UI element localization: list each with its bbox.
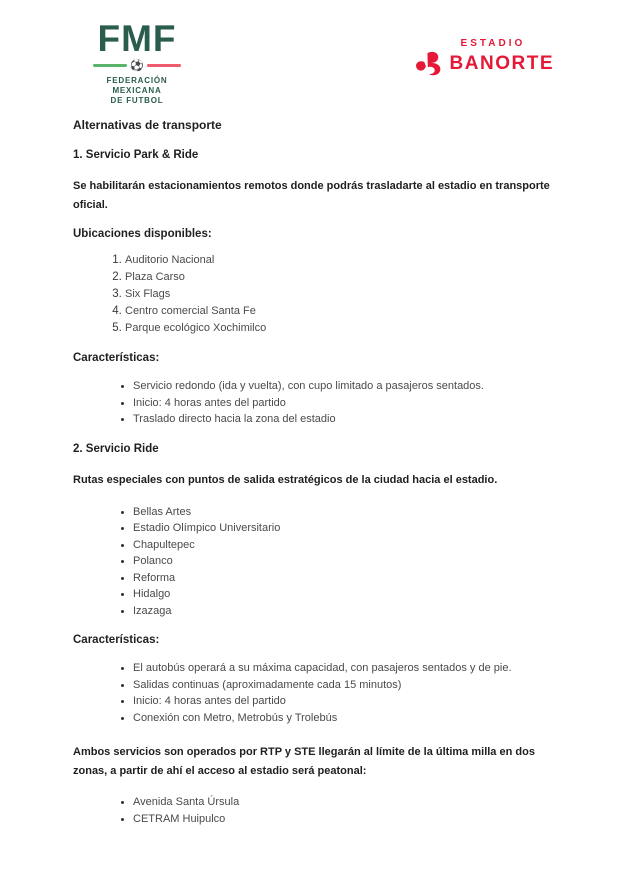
- park-ride-features-list: [73, 378, 564, 428]
- list-item: 5. Parque ecológico Xochimilco: [125, 320, 564, 337]
- document-body: [0, 118, 624, 827]
- park-ride-intro: Se habilitarán estacionamientos remotos donde podrás trasladarte al estadio en transporte oficial.: [73, 180, 550, 211]
- section-heading-ride: 2. Servicio Ride: [73, 442, 159, 455]
- list-item: • CETRAM Huipulco: [133, 811, 564, 828]
- list-item: • Avenida Santa Úrsula: [133, 794, 564, 811]
- ride-features-list: [73, 660, 564, 726]
- estadio-label: ESTADIO: [460, 38, 526, 49]
- list-item: 4. Centro comercial Santa Fe: [125, 303, 564, 320]
- soccer-ball-icon: ⚽: [130, 59, 144, 72]
- list-item: • Reforma: [133, 570, 564, 587]
- park-ride-features-heading: Características:: [73, 352, 160, 364]
- closing-note: Ambos servicios son operados por RTP y STE llegarán al límite de la última milla en dos zonas, a partir de ahí el acceso al estadio será peatonal:: [73, 746, 535, 777]
- list-item: • Chapultepec: [133, 537, 564, 554]
- estadio-banorte-logo: [415, 38, 554, 77]
- page-header: [0, 0, 624, 105]
- fmf-org-name-line2: DE FUTBOL: [110, 96, 164, 105]
- list-item: • Inicio: 4 horas antes del partido: [133, 693, 564, 710]
- list-item: • Conexión con Metro, Metrobús y Trolebús: [133, 710, 564, 727]
- page-title: Alternativas de transporte: [73, 118, 222, 132]
- fmf-logo: [85, 18, 189, 106]
- list-item: • El autobús operará a su máxima capacidad, con pasajeros sentados y de pie.: [133, 660, 564, 677]
- ride-intro: Rutas especiales con puntos de salida estratégicos de la ciudad hacia el estadio.: [73, 473, 498, 486]
- fmf-org-name-line1: FEDERACIÓN MEXICANA: [106, 76, 168, 95]
- flag-red-line: [147, 64, 181, 67]
- list-item: • Salidas continuas (aproximadamente cada 15 minutos): [133, 677, 564, 694]
- list-item: • Polanco: [133, 553, 564, 570]
- list-item: 1. Auditorio Nacional: [125, 252, 564, 269]
- list-item: • Izazaga: [133, 603, 564, 620]
- section-heading-park-ride: 1. Servicio Park & Ride: [73, 149, 199, 161]
- fmf-flag-divider: [85, 60, 189, 71]
- list-item: 2. Plaza Carso: [125, 269, 564, 286]
- list-item: • Inicio: 4 horas antes del partido: [133, 395, 564, 412]
- ride-features-heading: Características:: [73, 634, 160, 646]
- flag-green-line: [93, 64, 127, 67]
- banorte-mark-icon: [415, 51, 445, 77]
- locations-list: [73, 252, 564, 337]
- locations-heading: Ubicaciones disponibles:: [73, 228, 212, 240]
- list-item: • Estadio Olímpico Universitario: [133, 520, 564, 537]
- list-item: • Hidalgo: [133, 586, 564, 603]
- banorte-wordmark: BANORTE: [449, 53, 554, 74]
- list-item: • Bellas Artes: [133, 504, 564, 521]
- fmf-wordmark: FMF: [97, 18, 177, 59]
- list-item: • Servicio redondo (ida y vuelta), con cupo limitado a pasajeros sentados.: [133, 378, 564, 395]
- list-item: 3. Six Flags: [125, 286, 564, 303]
- pedestrian-points-list: [73, 794, 564, 827]
- ride-stops-list: [73, 504, 564, 620]
- list-item: • Traslado directo hacia la zona del estadio: [133, 411, 564, 428]
